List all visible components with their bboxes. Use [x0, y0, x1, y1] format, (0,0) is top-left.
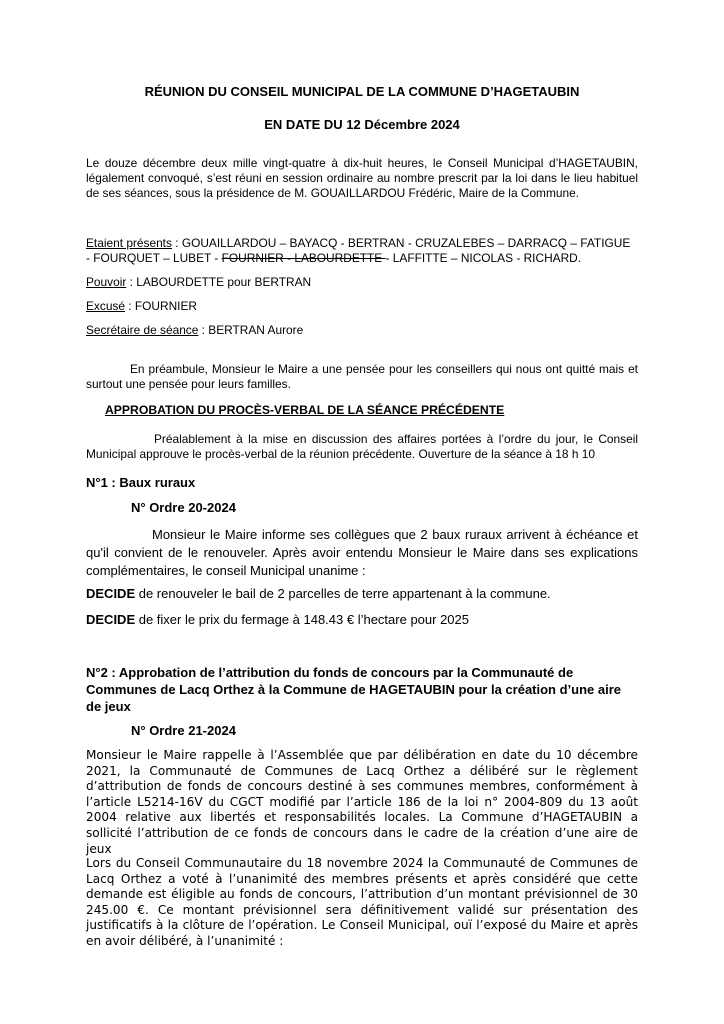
pouvoir-value: : LABOURDETTE pour BERTRAN [126, 275, 312, 289]
attendance-present-line2 [86, 251, 581, 266]
pouvoir-line [86, 275, 311, 290]
excuse-label: Excusé [86, 299, 125, 313]
present-label: Etaient présents [86, 236, 172, 250]
item2-paragraph-2: Lors du Conseil Communautaire du 18 novembre 2024 la Communauté de Communes de Lacq Orthez a voté à l’unanimité des membres présents et après considéré que cette demande est éligible au fonds de concours, l’attribution d’un montant prévisionnel de 30 245.00 €. Ce montant prévisionnel sera définitivement validé sur présentation des justificatifs à la clôture de l’opération. Le Conseil Municipal, ouï l’exposé du Maire et après en avoir délibéré, à l’unanimité : [86, 856, 638, 948]
secretaire-label: Secrétaire de séance [86, 323, 199, 337]
present-list-struck: FOURNIER - LABOURDETTE [221, 251, 386, 265]
decide-line-1 [86, 585, 551, 603]
preamble-paragraph: En préambule, Monsieur le Maire a une pensée pour les conseillers qui nous ont quitté mais et surtout une pensée pour leurs familles. [86, 362, 638, 391]
item2-order: N° Ordre 21-2024 [131, 723, 236, 738]
decide-text-2: de fixer le prix du fermage à 148.43 € l’hectare pour 2025 [135, 612, 469, 627]
pouvoir-label: Pouvoir [86, 275, 127, 289]
excuse-line [86, 299, 197, 314]
decide-label-2: DECIDE [86, 612, 136, 627]
present-list-1: : GOUAILLARDOU – BAYACQ - BERTRAN - CRUZALEBES – DARRACQ – FATIGUE [171, 236, 631, 250]
present-list-2a: - FOURQUET – LUBET - [86, 251, 222, 265]
present-list-2b: - LAFFITTE – NICOLAS - RICHARD. [385, 251, 582, 265]
decide-text-1: de renouveler le bail de 2 parcelles de terre appartenant à la commune. [135, 586, 551, 601]
approval-heading: APPROBATION DU PROCÈS-VERBAL DE LA SÉANCE PRÉCÉDENTE [105, 403, 505, 417]
item1-heading: N°1 : Baux ruraux [86, 475, 196, 490]
item2-heading: N°2 : Approbation de l’attribution du fonds de concours par la Communauté de Communes de Lacq Orthez à la Commune de HAGETAUBIN pour la création d’une aire de jeux [86, 665, 622, 714]
intro-paragraph: Le douze décembre deux mille vingt-quatre à dix-huit heures, le Conseil Municipal d’HAGETAUBIN, légalement convoqué, s’est réuni en session ordinaire au nombre prescrit par la loi dans le lieu habituel de ses séances, sous la présidence de M. GOUAILLARDOU Frédéric, Maire de la Commune. [86, 156, 638, 200]
item1-order: N° Ordre 20-2024 [131, 500, 236, 515]
decide-label-1: DECIDE [86, 586, 136, 601]
document-date: EN DATE DU 12 Décembre 2024 [264, 117, 460, 132]
secretaire-line [86, 323, 303, 338]
secretaire-value: : BERTRAN Aurore [198, 323, 304, 337]
decide-line-2 [86, 611, 469, 629]
document-title: RÉUNION DU CONSEIL MUNICIPAL DE LA COMMUNE D’HAGETAUBIN [144, 84, 580, 99]
item2-paragraph-1: Monsieur le Maire rappelle à l’Assemblée que par délibération en date du 10 décembre 2021, la Communauté de Communes de Lacq Orthez a délibéré sur le règlement d’attribution de fonds de concours destiné à ses communes membres, conformément à l’article L5214-16V du CGCT modifié par l’article 186 de la loi n° 2004-809 du 13 août 2004 relative aux libertés et responsabilités locales. La Commune d’HAGETAUBIN a sollicité l’attribution de ce fonds de concours dans le cadre de la création d’une aire de jeux [86, 748, 638, 856]
excuse-value: : FOURNIER [125, 299, 198, 313]
attendance-present-line1 [86, 236, 630, 251]
approval-paragraph: Préalablement à la mise en discussion des affaires portées à l’ordre du jour, le Conseil Municipal approuve le procès-verbal de la réunion précédente. Ouverture de la séance à 18 h 10 [86, 432, 638, 461]
item1-paragraph: Monsieur le Maire informe ses collègues que 2 baux ruraux arrivent à échéance et qu'il convient de le renouveler. Après avoir entendu Monsieur le Maire dans ses explications complémentaires, le conseil Municipal unanime : [86, 527, 638, 578]
